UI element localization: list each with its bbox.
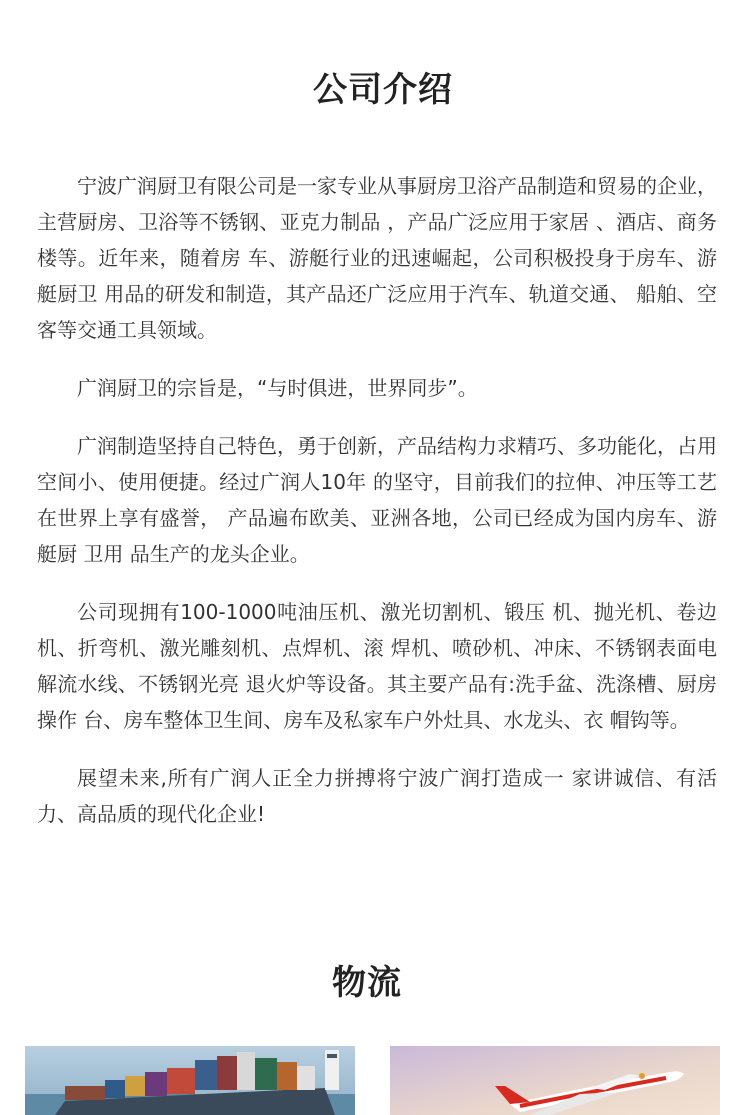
intro-body — [37, 168, 717, 854]
intro-title: 公司介绍 — [313, 70, 453, 110]
container-ship-image — [25, 1046, 355, 1115]
intro-paragraph: 宁波广润厨卫有限公司是一家专业从事厨房卫浴产品制造和贸易的企业，主营厨房、卫浴等不锈钢、亚克力制品 ，产品广泛应用于家居 、酒店、商务楼等。近年来，随着房 车、游艇行业的迅速崛起，公司积极投身于房车、游艇厨卫 用品的研发和制造，其产品还广泛应用于汽车、轨道交通、 船舶、空客等交通工具领域。 — [37, 174, 717, 342]
airplane-image — [390, 1046, 720, 1115]
intro-paragraph: 广润制造坚持自己特色，勇于创新，产品结构力求精巧、多功能化，占用空间小、使用便捷。经过广润人10年 的坚守，目前我们的拉伸、冲压等工艺在世界上享有盛誉， 产品遍布欧美、亚洲各地，公司已经成为国内房车、游艇厨 卫用 品生产的龙头企业。 — [37, 434, 717, 566]
intro-paragraph: 展望未来,所有广润人正全力拼搏将宁波广润打造成一 家讲诚信、有活力、高品质的现代化企业! — [37, 766, 717, 826]
logistics-title: 物流 — [332, 963, 402, 1003]
intro-paragraph: 广润厨卫的宗旨是，“与时俱进，世界同步”。 — [77, 376, 478, 400]
intro-paragraph: 公司现拥有100-1000吨油压机、激光切割机、锻压 机、抛光机、卷边机、折弯机、激光雕刻机、点焊机、滚 焊机、喷砂机、冲床、不锈钢表面电解流水线、不锈钢光亮 退火炉等设备。其主要产品有:洗手盆、洗涤槽、厨房操作 台、房车整体卫生间、房车及私家车户外灶具、水龙头、衣 帽钩等。 — [37, 600, 717, 732]
